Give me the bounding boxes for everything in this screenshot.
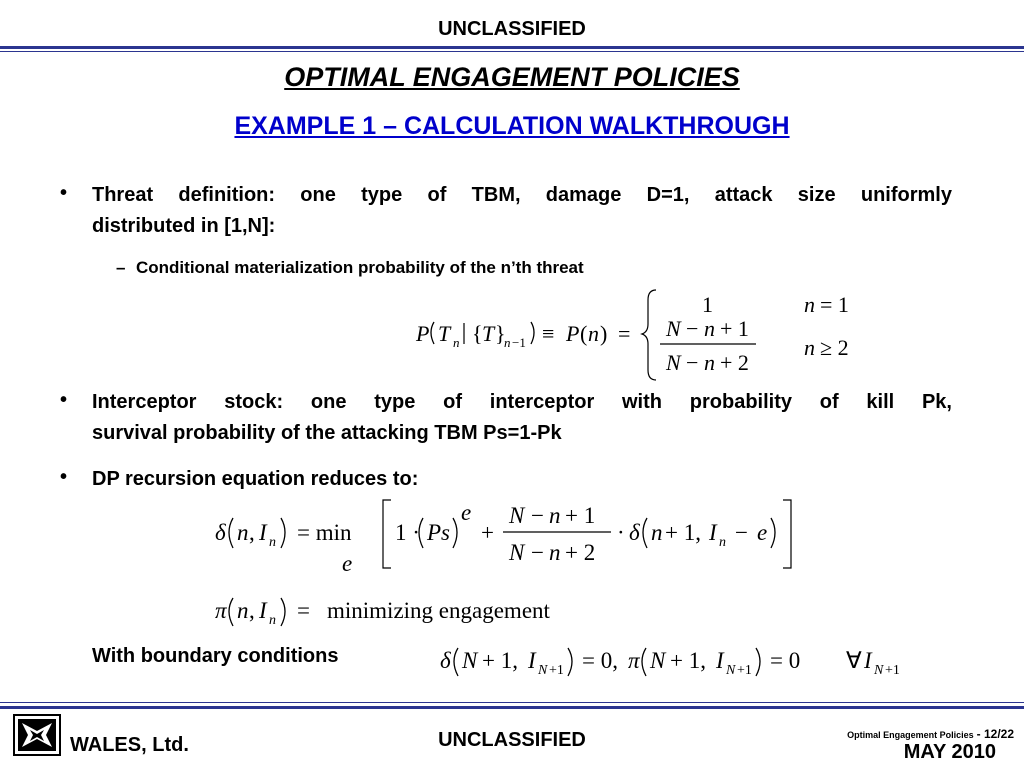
svg-text:,: , (249, 598, 255, 623)
svg-text:π: π (215, 598, 227, 623)
bullet-interceptor-line2: survival probability of the attacking TBM Ps=1-Pk (92, 422, 562, 444)
svg-text:+ 1,: + 1, (482, 648, 518, 673)
svg-text:+1: +1 (737, 663, 752, 678)
svg-text:n: n (719, 535, 726, 550)
svg-text:+ 1: + 1 (565, 503, 596, 528)
equation-dp-recursion (205, 496, 805, 578)
svg-text:Ps: Ps (427, 520, 450, 545)
svg-text:I: I (259, 598, 267, 623)
footer-company-name: WALES, Ltd. (70, 734, 189, 756)
svg-text:∀: ∀ (846, 648, 862, 673)
svg-text:δ: δ (629, 520, 640, 545)
footer-doc-title: Optimal Engagement Policies (847, 730, 974, 740)
svg-text:n: n (453, 335, 460, 350)
bullet-marker: • (60, 466, 68, 488)
svg-text:n: n (237, 520, 249, 545)
svg-text:1 ·: 1 · (395, 520, 420, 545)
equation-policy (205, 590, 625, 634)
bullet-interceptor-line1: Interceptor stock: one type of interceptor with probability of kill Pk, (92, 391, 952, 413)
svg-text:+ 1,: + 1, (670, 648, 706, 673)
svg-text:n: n (704, 350, 715, 375)
svg-text:n: n (269, 613, 276, 628)
svg-text:I: I (716, 648, 724, 673)
bullet-threat-line1: Threat definition: one type of TBM, damage D=1, attack size uniformly (92, 184, 952, 206)
svg-text:N: N (726, 663, 736, 678)
svg-text:N: N (509, 540, 525, 565)
bullet-dp-recursion: DP recursion equation reduces to: (92, 468, 419, 490)
equation-boundary-conditions (436, 640, 946, 686)
svg-text:+1: +1 (885, 663, 900, 678)
svg-text:≡: ≡ (542, 321, 555, 346)
footer-rule-thick (0, 706, 1024, 709)
svg-text:e: e (461, 500, 472, 525)
svg-text:n: n (588, 321, 599, 346)
svg-text:n: n (549, 503, 561, 528)
sub-bullet-marker: – (116, 258, 126, 277)
svg-text:I: I (709, 520, 717, 545)
svg-text:+ 2: + 2 (565, 540, 596, 565)
svg-text:δ: δ (215, 520, 226, 545)
bullet-marker: • (60, 389, 68, 411)
svg-text:= 0,: = 0, (582, 648, 618, 673)
svg-text:n: n (549, 540, 561, 565)
svg-text:n: n (704, 316, 715, 341)
svg-text:=: = (297, 598, 310, 623)
svg-text:−1: −1 (512, 335, 526, 350)
svg-text:P: P (566, 321, 580, 346)
svg-text:N: N (509, 503, 525, 528)
svg-text:−: − (686, 316, 699, 341)
svg-text:(: ( (580, 321, 588, 346)
svg-text:δ: δ (440, 648, 451, 673)
svg-text:≥ 2: ≥ 2 (820, 335, 849, 360)
svg-text:+ 2: + 2 (720, 350, 749, 375)
svg-text:T: T (482, 321, 495, 346)
svg-text:−: − (531, 503, 544, 528)
svg-text:I: I (528, 648, 536, 673)
svg-text:+: + (481, 520, 494, 545)
svg-text:N: N (666, 350, 681, 375)
svg-text:−: − (686, 350, 699, 375)
svg-text:N: N (538, 663, 548, 678)
svg-text:I: I (259, 520, 267, 545)
svg-text:+1: +1 (549, 663, 564, 678)
svg-text:I: I (864, 648, 872, 673)
svg-text:N: N (462, 648, 478, 673)
svg-text:N: N (666, 316, 681, 341)
boundary-conditions-label: With boundary conditions (92, 645, 339, 667)
svg-text:}: } (495, 321, 506, 346)
footer-classification: UNCLASSIFIED (438, 729, 586, 751)
svg-text:=: = (618, 321, 631, 346)
svg-text:n: n (237, 598, 249, 623)
equation-materialization-probability (410, 284, 880, 384)
header-rule-thin (0, 51, 1024, 52)
footer-page-number: - 12/22 (976, 727, 1014, 741)
svg-text:,: , (249, 520, 255, 545)
bullet-marker: • (60, 182, 68, 204)
footer-doc-info (847, 727, 1014, 741)
svg-text:π: π (628, 648, 640, 673)
svg-text:−: − (531, 540, 544, 565)
footer-rule-thin (0, 702, 1024, 703)
page-title: OPTIMAL ENGAGEMENT POLICIES (284, 62, 740, 92)
svg-text:+ 1: + 1 (720, 316, 749, 341)
svg-text:n: n (804, 335, 815, 360)
page-subtitle: EXAMPLE 1 – CALCULATION WALKTHROUGH (234, 112, 790, 140)
svg-text:N: N (874, 663, 884, 678)
footer-date: MAY 2010 (903, 741, 996, 763)
svg-text:T: T (438, 321, 451, 346)
svg-text:= min: = min (297, 520, 352, 545)
svg-text:n: n (804, 292, 815, 317)
svg-text:+ 1,: + 1, (665, 520, 701, 545)
equation-policy-rhs: minimizing engagement (327, 598, 550, 623)
header-rule-thick (0, 46, 1024, 49)
svg-text:e: e (342, 551, 353, 576)
svg-text:= 1: = 1 (820, 292, 849, 317)
svg-text:{: { (472, 321, 483, 346)
svg-text:n: n (269, 535, 276, 550)
svg-text:n: n (504, 335, 511, 350)
header-classification: UNCLASSIFIED (438, 18, 586, 40)
bullet-threat-line2: distributed in [1,N]: (92, 215, 276, 237)
svg-text:1: 1 (702, 292, 713, 317)
svg-text:−: − (735, 520, 748, 545)
svg-text:P: P (416, 321, 430, 346)
sub-bullet-text: Conditional materialization probability of the n’th threat (136, 258, 584, 277)
svg-text:·: · (617, 520, 625, 545)
svg-text:e: e (757, 520, 768, 545)
svg-text:= 0: = 0 (770, 648, 801, 673)
svg-text:): ) (600, 321, 608, 346)
svg-text:N: N (650, 648, 666, 673)
svg-text:n: n (651, 520, 663, 545)
